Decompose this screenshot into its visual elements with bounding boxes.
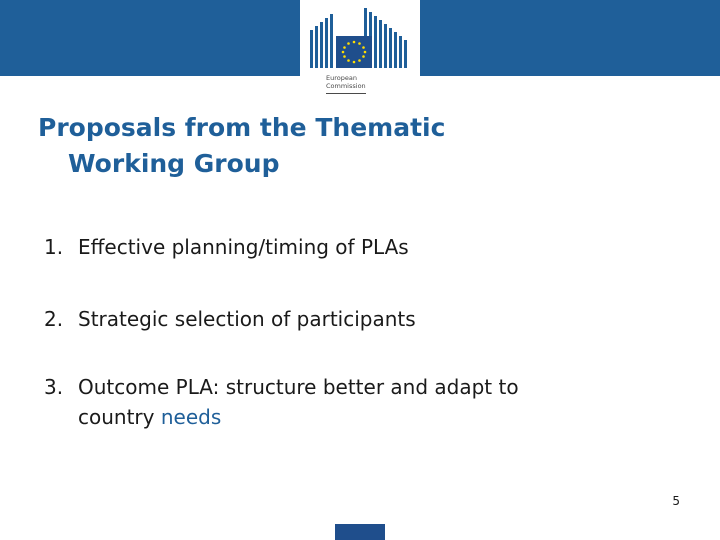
logo-text-line2: Commission: [326, 82, 366, 90]
list-item-text: Strategic selection of participants: [78, 307, 416, 331]
list-item-text-line1: Outcome PLA: structure better and adapt to: [78, 375, 519, 399]
list-item-number: 2.: [44, 307, 64, 331]
list-item: [44, 232, 684, 262]
list-item: [44, 304, 684, 334]
list-item-text: Effective planning/timing of PLAs: [78, 235, 409, 259]
list-item: [44, 372, 684, 432]
list-item-number: 1.: [44, 235, 64, 259]
slide-title-line1: Proposals from the Thematic: [38, 113, 446, 142]
logo-underline: [326, 93, 366, 94]
commission-building-icon: [306, 0, 416, 72]
european-commission-logo: [300, 0, 420, 100]
list-item-text: [78, 372, 684, 432]
list-item-text-line2: country: [78, 405, 161, 429]
page-number: 5: [672, 494, 680, 508]
slide-title: [38, 110, 678, 182]
logo-text-line1: European: [326, 74, 357, 82]
bottom-tab: [335, 524, 385, 540]
logo-text: [326, 74, 406, 90]
list-item-text-highlight: needs: [160, 405, 222, 429]
slide-title-line2: Working Group: [68, 149, 280, 178]
list-item-number: 3.: [44, 375, 64, 399]
